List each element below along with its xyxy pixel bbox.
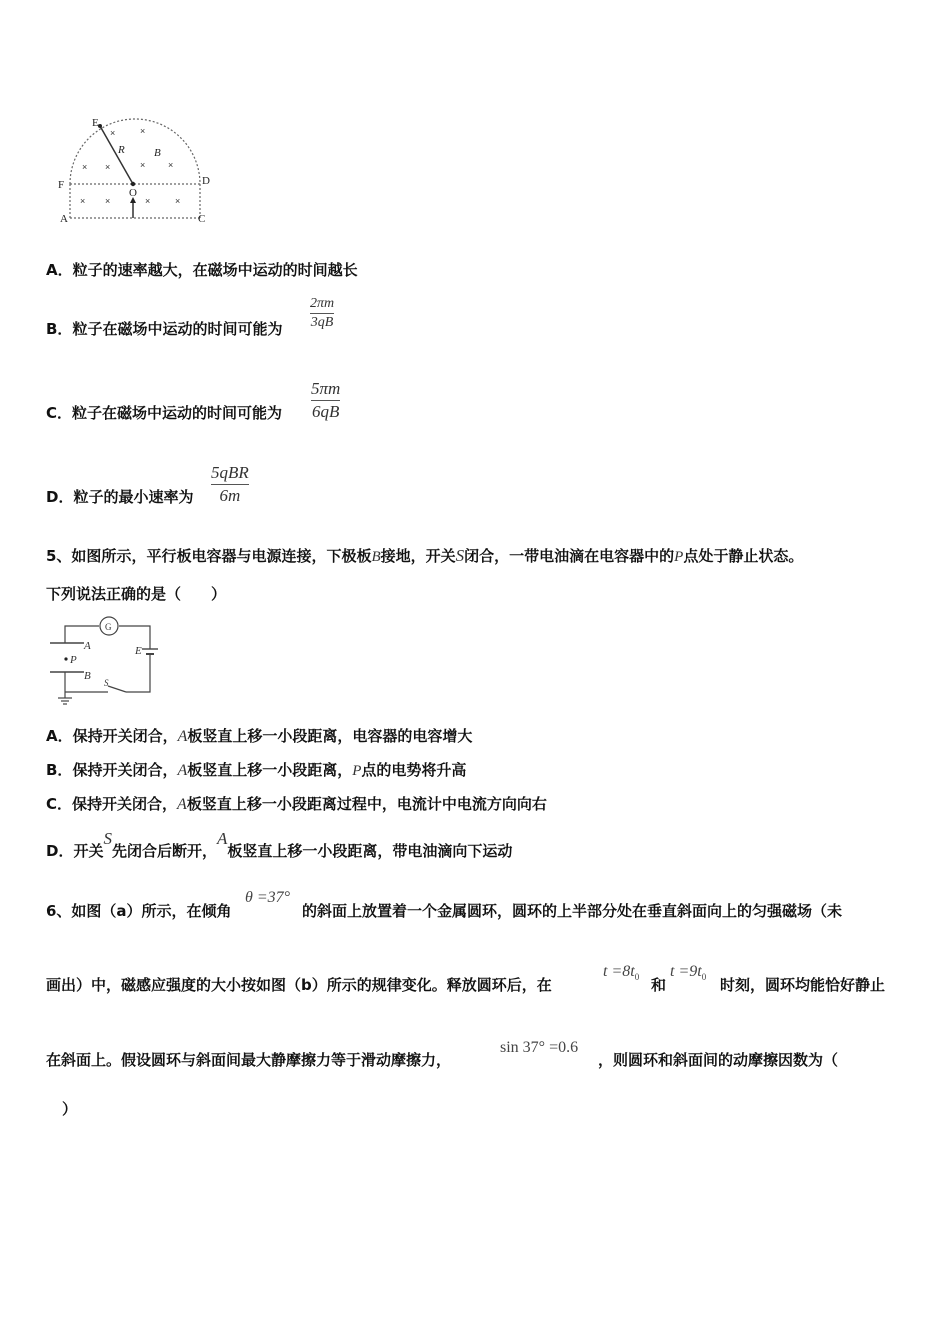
switch-blade xyxy=(108,686,126,692)
label-d: D xyxy=(202,175,210,187)
point-p xyxy=(64,657,67,660)
svg-text:×: × xyxy=(145,196,151,206)
svg-text:×: × xyxy=(105,162,111,172)
q6-stem-line2-a: 画出）中，磁感应强度的大小按如图（b）所示的规律变化。释放圆环后，在 xyxy=(46,976,552,994)
q6-stem-line2-b: 和 xyxy=(651,976,667,994)
q6-stem-line2-c: 时刻，圆环均能恰好静止 xyxy=(720,976,886,994)
q4-option-c: C．粒子在磁场中运动的时间可能为 xyxy=(46,404,283,422)
point-o xyxy=(131,182,135,186)
label-e: E xyxy=(92,117,99,129)
q4-option-b: B．粒子在磁场中运动的时间可能为 xyxy=(46,320,283,338)
q5-option-b: B．保持开关闭合，A板竖直上移一小段距离，P点的电势将升高 xyxy=(46,761,467,779)
q6-stem-line4: ） xyxy=(62,1100,78,1118)
top-left-wire xyxy=(65,626,99,643)
label-a: A xyxy=(84,640,91,652)
label-o: O xyxy=(129,187,137,199)
q6-sin-formula: sin 37° =0.6 xyxy=(500,1039,579,1056)
q6-theta-formula: θ =37° xyxy=(245,889,291,906)
svg-text:×: × xyxy=(82,162,88,172)
q4-option-c-fraction: 5πm 6qB xyxy=(311,379,341,421)
svg-text:×: × xyxy=(140,160,146,170)
radius-line xyxy=(100,126,133,184)
q5-option-c: C．保持开关闭合，A板竖直上移一小段距离过程中，电流计中电流方向向右 xyxy=(46,795,547,813)
label-c: C xyxy=(198,213,206,225)
q6-stem-line1-a: 6、如图（a）所示，在倾角 xyxy=(46,902,232,920)
svg-text:×: × xyxy=(110,128,116,138)
label-b: B xyxy=(154,147,161,159)
label-p: P xyxy=(70,654,77,666)
q4-option-b-fraction: 2πm 3qB xyxy=(310,296,335,330)
q4-option-a: A．粒子的速率越大，在磁场中运动的时间越长 xyxy=(46,261,358,279)
svg-text:×: × xyxy=(105,196,111,206)
q6-stem-line3-b: ，则圆环和斜面间的动摩擦因数为（ xyxy=(598,1051,839,1069)
q6-stem-line3-a: 在斜面上。假设圆环与斜面间最大静摩擦力等于滑动摩擦力， xyxy=(46,1051,452,1069)
q6-t2-formula: $t =9t_0$ xyxy=(670,963,707,983)
label-f: F xyxy=(58,179,65,191)
svg-text:×: × xyxy=(168,160,174,170)
svg-text:×: × xyxy=(80,196,86,206)
q4-option-d: D．粒子的最小速率为 xyxy=(46,488,194,506)
label-s: S xyxy=(104,678,109,688)
label-g: G xyxy=(105,622,112,632)
svg-text:×: × xyxy=(175,196,181,206)
q5-stem-line2: 下列说法正确的是（ ） xyxy=(46,585,227,603)
q5-stem-line1: 5、如图所示，平行板电容器与电源连接，下极板B接地，开关S闭合，一带电油滴在电容器中的P点处于静止状态。 xyxy=(46,546,804,565)
label-e: E xyxy=(135,645,142,657)
q5-option-a: A．保持开关闭合，A板竖直上移一小段距离，电容器的电容增大 xyxy=(46,727,473,745)
svg-text:×: × xyxy=(140,126,146,136)
label-b: B xyxy=(84,670,91,682)
magnetic-field-figure xyxy=(50,112,220,230)
top-right-wire xyxy=(119,626,150,643)
capacitor-circuit-figure xyxy=(44,616,169,708)
label-r: R xyxy=(118,144,125,156)
q6-stem-line1-b: 的斜面上放置着一个金属圆环，圆环的上半部分处在垂直斜面向上的匀强磁场（未 xyxy=(302,902,843,920)
label-a: A xyxy=(60,213,68,225)
q6-t1-formula: $t =8t_0$ xyxy=(603,963,640,983)
q4-option-d-fraction: 5qBR 6m xyxy=(211,463,249,505)
q5-option-d: D．开关S先闭合后断开，A板竖直上移一小段距离，带电油滴向下运动 xyxy=(46,829,513,860)
semicircle-boundary xyxy=(70,119,200,184)
